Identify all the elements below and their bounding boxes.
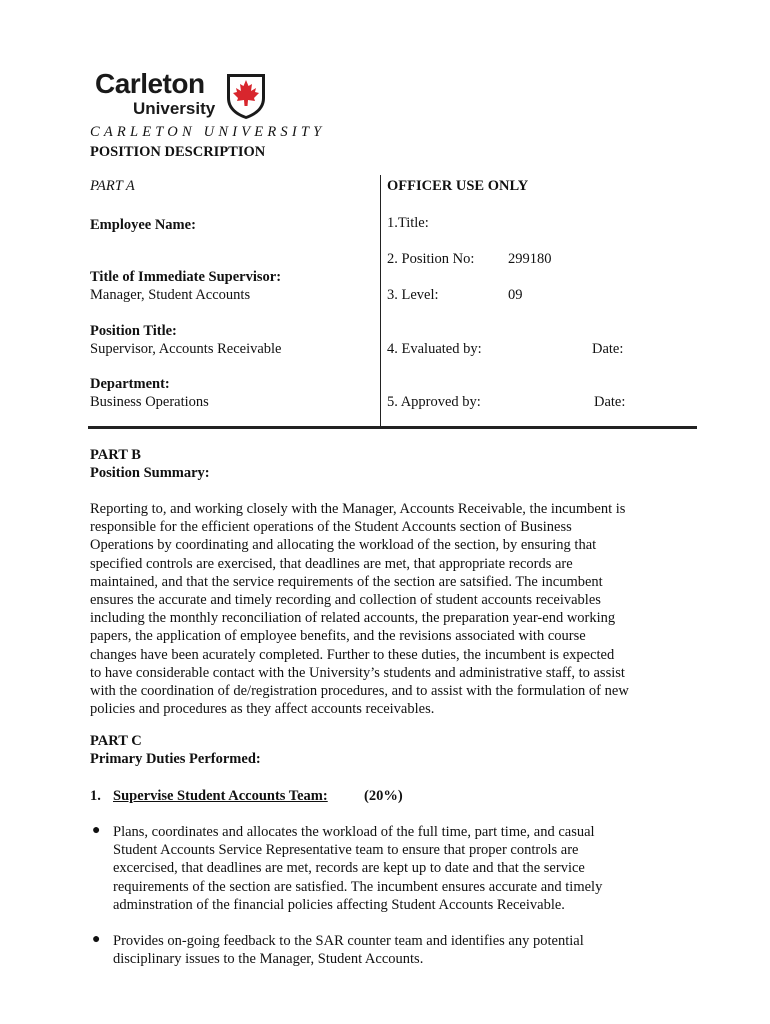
position-summary-paragraph — [90, 500, 670, 718]
summary-line: policies and procedures as they affect accounts receivables. — [90, 701, 435, 718]
position-no-value: 299180 — [508, 251, 552, 267]
summary-line: Reporting to, and working closely with the Manager, Accounts Receivable, the incumbent is — [90, 501, 626, 517]
summary-line: papers, the application of employee benefits, and the revisions associated with course — [90, 628, 586, 645]
duty-percent: (20%) — [364, 788, 403, 804]
officer-use-heading: OFFICER USE ONLY — [387, 178, 529, 194]
university-heading: CARLETON UNIVERSITY — [90, 124, 326, 140]
level-label: 3. Level: — [387, 287, 439, 303]
bullet-line: Provides on-going feedback to the SAR counter team and identifies any potential — [113, 933, 584, 949]
column-divider — [380, 175, 381, 427]
carleton-logo — [95, 68, 270, 124]
level-value: 09 — [508, 287, 523, 303]
primary-duties-heading: Primary Duties Performed: — [90, 751, 261, 767]
evaluated-date-label: Date: — [592, 341, 624, 357]
bullet-line: excercised, that deadlines are met, records are kept up to date and that the service — [113, 860, 585, 877]
summary-line: maintained, and that the service requirements of the section are satsified. The incumbent — [90, 573, 603, 590]
part-a-heading: PART A — [90, 178, 135, 194]
duty-title: Supervise Student Accounts Team: — [113, 788, 328, 804]
bullet-icon: ● — [92, 932, 101, 947]
department-value: Business Operations — [90, 394, 209, 410]
summary-line: with the coordination of de/registration procedures, and to assist with the formulation of new — [90, 683, 629, 700]
summary-line: changes have been acurately completed. Further to these duties, the incumbent is expected — [90, 646, 615, 663]
part-c-heading: PART C — [90, 733, 142, 749]
duty-bullet — [113, 823, 673, 914]
bullet-line: disciplinary issues to the Manager, Student Accounts. — [113, 951, 424, 968]
position-summary-heading: Position Summary: — [90, 465, 210, 481]
bullet-line: Student Accounts Service Representative team to ensure that proper controls are — [113, 842, 579, 859]
section-rule — [88, 426, 697, 429]
evaluated-by-label: 4. Evaluated by: — [387, 341, 482, 357]
approved-date-label: Date: — [594, 394, 626, 410]
summary-line: Operations by coordinating and allocating the workload of the section, by ensuring that — [90, 537, 597, 554]
position-no-label: 2. Position No: — [387, 251, 475, 267]
summary-line: to have considerable contact with the University’s students and administrative staff, to assist — [90, 664, 625, 681]
bullet-line: adminstration of the financial policies affecting Student Accounts Receivable. — [113, 896, 565, 913]
maple-leaf-shield-icon — [225, 72, 267, 120]
approved-by-label: 5. Approved by: — [387, 394, 481, 410]
position-title-label: Position Title: — [90, 323, 177, 339]
summary-line: ensures the accurate and timely recording and collection of student accounts receivables — [90, 592, 601, 609]
summary-line: responsible for the efficient operations of the Student Accounts section of Business — [90, 519, 572, 536]
position-title-value: Supervisor, Accounts Receivable — [90, 341, 282, 357]
bullet-line: Plans, coordinates and allocates the workload of the full time, part time, and casual — [113, 824, 595, 840]
summary-line: specified controls are exercised, that deadlines are met, that appropriate records are — [90, 555, 573, 572]
employee-name-label: Employee Name: — [90, 217, 196, 233]
part-b-heading: PART B — [90, 447, 141, 463]
duty-number: 1. — [90, 788, 101, 804]
document-title: POSITION DESCRIPTION — [90, 144, 266, 160]
duty-bullet — [113, 932, 673, 968]
bullet-icon: ● — [92, 823, 101, 838]
logo-wordmark: Carleton — [95, 68, 205, 99]
bullet-line: requirements of the section are satisfied. The incumbent ensures accurate and timely — [113, 878, 603, 895]
supervisor-label: Title of Immediate Supervisor: — [90, 269, 282, 285]
department-label: Department: — [90, 376, 170, 392]
supervisor-value: Manager, Student Accounts — [90, 287, 251, 303]
officer-title-label: 1.Title: — [387, 215, 429, 231]
summary-line: including the monthly reconciliation of related accounts, the preparation year-end working — [90, 610, 616, 627]
logo-subtitle: University — [133, 99, 216, 118]
